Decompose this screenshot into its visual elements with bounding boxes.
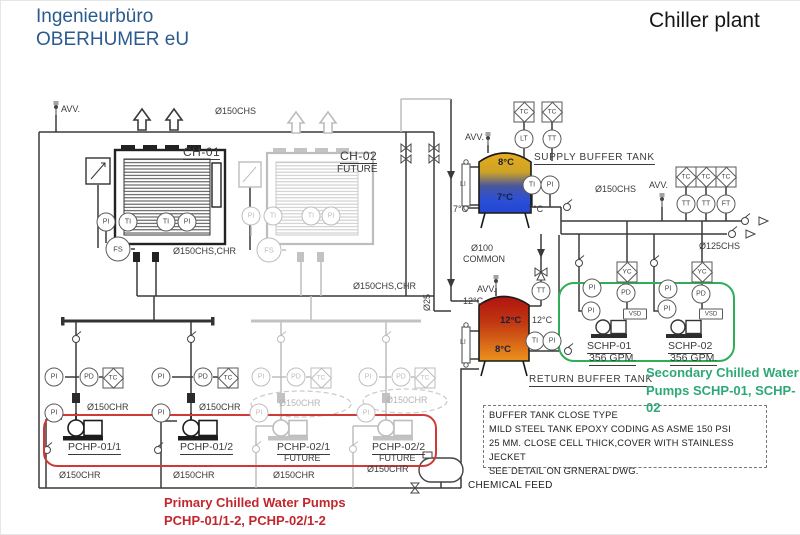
chemical-feed-label: CHEMICAL FEED: [468, 480, 553, 491]
instrument-ti: TI: [157, 213, 176, 232]
air-vent-label-3: AVV.: [649, 180, 669, 190]
instrument-pi: PI: [252, 368, 271, 387]
instrument-fs: FS: [257, 238, 282, 263]
pipe-label-chr-b2: Ø150CHR: [173, 470, 215, 480]
instrument-pi: PI: [152, 368, 171, 387]
panel-box-ch01: [86, 158, 110, 184]
instrument-tc: TC: [676, 167, 697, 188]
pump-pchp021-future: FUTURE: [284, 453, 321, 463]
pipe-label-chr-a2: Ø150CHR: [199, 402, 241, 412]
secondary-caption-line1: Secondary Chilled Water: [646, 365, 799, 380]
note-line-3: 25 MM. CLOSE CELL THICK,COVER WITH STAINLESS JECKET: [489, 437, 734, 462]
air-vent-label-4: AVV.: [477, 284, 497, 294]
level-indicator-2-label: LI: [460, 339, 466, 346]
pipe-label-d125: Ø125CHS: [699, 241, 741, 251]
pipe-label-chr-b1: Ø150CHR: [59, 470, 101, 480]
instrument-pi: PI: [152, 404, 171, 423]
pipe-label-chr-a1: Ø150CHR: [87, 402, 129, 412]
pipe-label-d25: Ø25: [422, 293, 432, 311]
instrument-pi: PI: [250, 404, 269, 423]
instrument-tc: TC: [716, 167, 737, 188]
company-logo: [36, 6, 189, 52]
pipe-label-chs-mid: Ø150CHS: [595, 184, 637, 194]
panel-box-ch02: [239, 162, 261, 187]
note-line-2: MILD STEEL TANK EPOXY CODING AS ASME 150 PSI: [489, 423, 731, 434]
company-name-line2: OBERHUMER eU: [36, 28, 190, 50]
pump-schp01-tag: SCHP-01: [587, 340, 632, 352]
instrument-pi: PI: [45, 368, 64, 387]
instrument-pd: PD: [617, 284, 636, 303]
pipe-label-chr-b4: Ø150CHR: [367, 464, 409, 474]
return-buffer-tank: [479, 297, 529, 377]
chiller-ch02-future: [267, 112, 373, 262]
pump-pchp011-tag: PCHP-01/1: [68, 441, 122, 453]
instrument-ti: TI: [302, 207, 321, 226]
instrument-pi: PI: [97, 213, 116, 232]
instrument-pi: PI: [178, 213, 197, 232]
pipe-label-chs-top: Ø150CHS: [215, 106, 257, 116]
instrument-pi: PI: [357, 404, 376, 423]
supply-temp-top: 8°C: [498, 157, 514, 168]
return-temp-left: 12°C: [463, 296, 484, 306]
chiller-2-tag: CH-02: [340, 149, 378, 163]
instrument-pi: PI: [359, 368, 378, 387]
instrument-pi: PI: [242, 207, 261, 226]
instrument-pd: PD: [194, 368, 213, 387]
instrument-ti: TI: [119, 213, 138, 232]
instrument-tc: TC: [696, 167, 717, 188]
primary-caption-line1: Primary Chilled Water Pumps: [164, 495, 346, 510]
instrument-pd: PD: [80, 368, 99, 387]
pipe-label-chr-b3: Ø150CHR: [273, 470, 315, 480]
instrument-tc: TC: [218, 368, 239, 389]
instrument-yc: YC: [692, 262, 713, 283]
supply-tank-title: SUPPLY BUFFER TANK: [534, 152, 655, 163]
instrument-tt: TT: [532, 282, 551, 301]
return-temp-top: 12°C: [500, 315, 522, 326]
return-temp-bottom: 8°C: [495, 344, 511, 355]
instrument-tc: TC: [415, 368, 436, 389]
manifold-cap-2: [211, 317, 215, 326]
instrument-vsd: VSD: [699, 309, 723, 320]
instrument-fs: FS: [106, 237, 131, 262]
pipe-label-common: COMMON: [463, 254, 505, 264]
supply-temp-right: 7°C: [528, 204, 544, 214]
note-line-4: SEE DETAIL ON GRNERAL DWG.: [489, 465, 639, 476]
pump-pchp021-tag: PCHP-02/1: [277, 441, 331, 453]
pump-schp02-flow: 356 GPM.: [670, 352, 718, 364]
instrument-ft: FT: [717, 195, 736, 214]
flex-connector-1: [72, 393, 80, 403]
flex-connector-2: [187, 393, 195, 403]
instrument-tc: TC: [542, 102, 563, 123]
instrument-pi: PI: [583, 279, 602, 298]
instrument-pi: PI: [543, 332, 562, 351]
return-tank-title: RETURN BUFFER TANK: [529, 374, 653, 385]
secondary-caption-line2: Pumps SCHP-01, SCHP-02: [646, 382, 796, 416]
instrument-pd: PD: [287, 368, 306, 387]
instrument-ti: TI: [264, 207, 283, 226]
pump-pchp022-future: FUTURE: [379, 453, 416, 463]
instrument-pi: PI: [541, 176, 560, 195]
secondary-pumps-caption: [646, 364, 800, 417]
chiller-2-future: FUTURE: [337, 164, 378, 175]
instrument-tt: TT: [543, 130, 562, 149]
instrument-pi: PI: [45, 404, 64, 423]
pipe-label-d100: Ø100: [471, 243, 494, 253]
pump-schp01-flow: 356 GPM.: [589, 352, 637, 364]
instrument-pi: PI: [322, 207, 341, 226]
pipe-label-chr-cloud2: Ø150CHR: [386, 395, 428, 405]
instrument-tt: TT: [677, 195, 696, 214]
instrument-pi: PI: [658, 300, 677, 319]
instrument-pd: PD: [692, 285, 711, 304]
pump-schp02-tag: SCHP-02: [668, 340, 713, 352]
instrument-vsd: VSD: [623, 309, 647, 320]
instrument-pd: PD: [392, 368, 411, 387]
return-temp-right: 12°C: [532, 315, 553, 325]
pump-pchp012-tag: PCHP-01/2: [180, 441, 234, 453]
supply-temp-left: 7°C: [453, 204, 469, 214]
instrument-pi: PI: [659, 280, 678, 299]
air-vent-label-1: AVV.: [61, 104, 81, 114]
instrument-lt: LT: [515, 130, 534, 149]
chiller-1-tag: CH-01: [183, 145, 221, 159]
instrument-ti: TI: [523, 176, 542, 195]
manifold-cap-1: [61, 317, 65, 326]
pipe-label-chschr-2: Ø150CHS,CHR: [353, 281, 417, 291]
pump-pchp022-tag: PCHP-02/2: [372, 441, 426, 453]
pipe-label-chschr-1: Ø150CHS,CHR: [173, 246, 237, 256]
primary-pumps-caption: [164, 494, 346, 529]
instrument-yc: YC: [617, 262, 638, 283]
level-indicator-1-label: LI: [460, 181, 466, 188]
instrument-ti: TI: [526, 332, 545, 351]
instrument-tc: TC: [311, 368, 332, 389]
note-line-1: BUFFER TANK CLOSE TYPE: [489, 410, 618, 420]
instrument-tc: TC: [514, 102, 535, 123]
company-name-line1: Ingenieurbüro: [36, 6, 154, 27]
instrument-pi: PI: [582, 302, 601, 321]
instrument-tc: TC: [103, 368, 124, 389]
supply-temp-bottom: 7°C: [497, 192, 513, 203]
air-vent-label-2: AVV.: [465, 132, 485, 142]
drawing-title: Chiller plant: [649, 9, 760, 32]
instrument-tt: TT: [697, 195, 716, 214]
primary-caption-line2: PCHP-01/1-2, PCHP-02/1-2: [164, 512, 326, 528]
pipe-label-chr-cloud1: Ø150CHR: [279, 398, 321, 408]
